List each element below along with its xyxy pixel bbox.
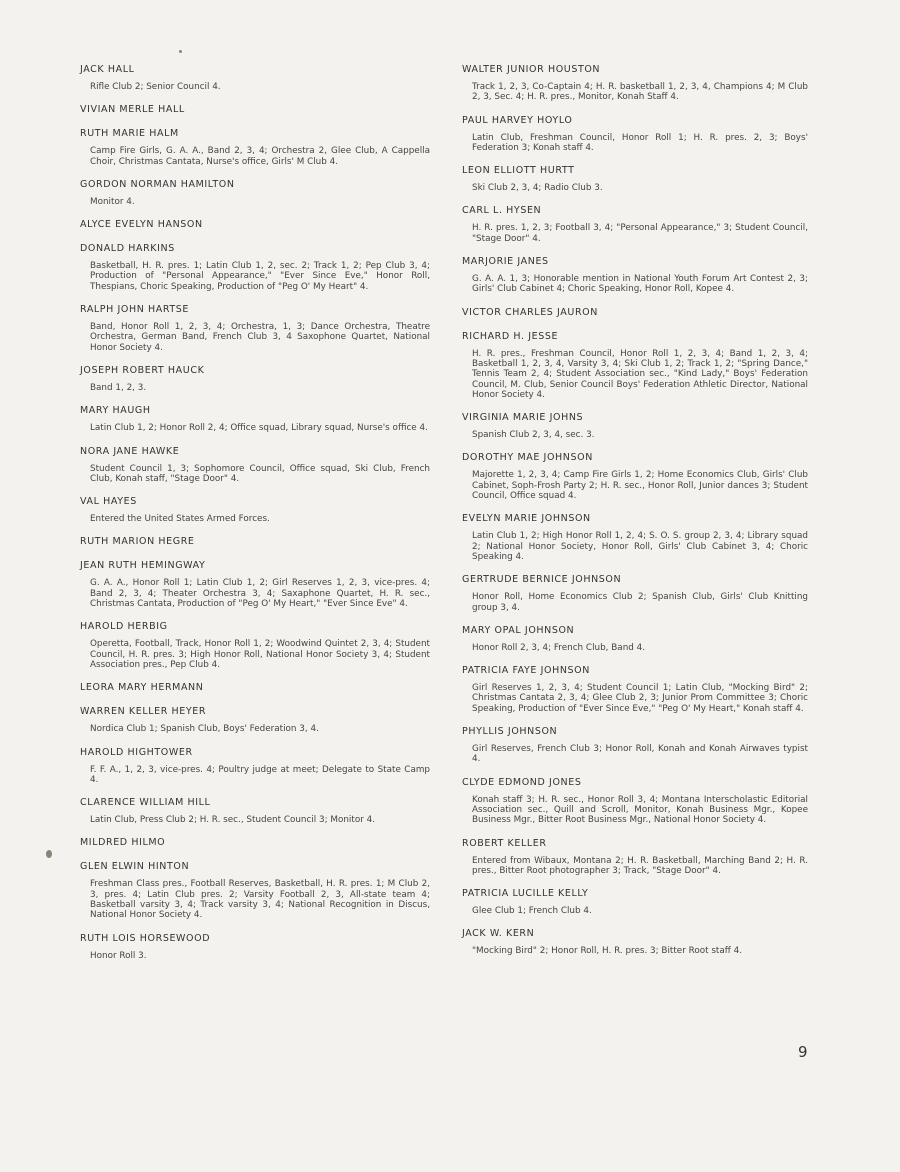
- student-name: VIRGINIA MARIE JOHNS: [462, 412, 584, 424]
- student-name: JEAN RUTH HEMINGWAY: [80, 560, 206, 572]
- student-name: VAL HAYES: [80, 496, 137, 508]
- student-entry: [462, 928, 808, 956]
- student-name: LEORA MARY HERMANN: [80, 682, 204, 694]
- student-activities: Entered the United States Armed Forces.: [90, 514, 270, 525]
- student-activities: Camp Fire Girls, G. A. A., Band 2, 3, 4; Orchestra 2, Glee Club, A Cappella Choir, Christmas Cantata, Nurse's office, Girls' M Club 4.: [90, 146, 430, 167]
- student-entry: [80, 797, 430, 825]
- student-name: PATRICIA LUCILLE KELLY: [462, 888, 589, 900]
- student-entry: [462, 625, 808, 653]
- student-name: HAROLD HIGHTOWER: [80, 746, 193, 758]
- student-activities: Honor Roll 3.: [90, 950, 147, 961]
- student-entry: [80, 747, 430, 786]
- student-name: LEON ELLIOTT HURTT: [462, 165, 575, 177]
- student-entry: [80, 560, 430, 609]
- student-name: CLYDE EDMOND JONES: [462, 776, 582, 788]
- student-entry: [80, 405, 430, 433]
- student-activities: Majorette 1, 2, 3, 4; Camp Fire Girls 1, 2; Home Economics Club, Girls' Club Cabinet, Soph-Frosh Party 2; H. R. sec., Honor Roll, Junior dances 3; Student Council, Office squad 4.: [472, 470, 808, 502]
- student-entry: [80, 496, 430, 524]
- student-activities: Track 1, 2, 3, Co-Captain 4; H. R. basketball 1, 2, 3, 4, Champions 4; M Club 2, 3, Sec. 4; H. R. pres., Monitor, Konah Staff 4.: [472, 82, 808, 103]
- student-activities: Latin Club 1, 2; Honor Roll 2, 4; Office squad, Library squad, Nurse's office 4.: [90, 423, 428, 434]
- student-entry: [80, 64, 430, 92]
- student-name: PHYLLIS JOHNSON: [462, 726, 558, 738]
- student-activities: Band 1, 2, 3.: [90, 382, 147, 393]
- student-activities: F. F. A., 1, 2, 3, vice-pres. 4; Poultry judge at meet; Delegate to State Camp 4.: [90, 764, 430, 785]
- student-entry: [80, 243, 430, 292]
- student-name: DONALD HARKINS: [80, 243, 175, 255]
- student-activities: H. R. pres., Freshman Council, Honor Roll 1, 2, 3, 4; Band 1, 2, 3, 4; Basketball 1, 2, 3, 4, Varsity 3, 4; Ski Club 1, 2; Track 1, 2; "Spring Dance," Tennis Team 2, 4; Student Association sec., "Kind Lady," Boys' Federation Council, M. Club, Senior Council Boys' Federation Athletic Director, National Honor Society 4.: [472, 348, 808, 400]
- student-activities: Konah staff 3; H. R. sec., Honor Roll 3, 4; Montana Interscholastic Editorial Association sec., Quill and Scroll, Monitor, Konah Business Mgr., Kopee Business Mgr., Bitter Root Business Mgr., National Honor Society 4.: [472, 794, 808, 826]
- student-activities: Entered from Wibaux, Montana 2; H. R. Basketball, Marching Band 2; H. R. pres., Bitter Root photographer 3; Track, "Stage Door" 4.: [472, 855, 808, 876]
- student-name: NORA JANE HAWKE: [80, 445, 180, 457]
- student-entry: [462, 574, 808, 613]
- student-activities: Girl Reserves 1, 2, 3, 4; Student Council 1; Latin Club, "Mocking Bird" 2; Christmas Cantata 2, 3, 4; Glee Club 2, 3; Junior Prom Committee 3; Choric Speaking, Production of "Ever Since Eve," "Peg O' My Heart," Konah staff 4.: [472, 683, 808, 714]
- student-entry: [80, 219, 430, 231]
- student-entry: [462, 331, 808, 400]
- student-activities: G. A. A., Honor Roll 1; Latin Club 1, 2; Girl Reserves 1, 2, 3, vice-pres. 4; Band 2, 3, 4; Theater Orchestra 3, 4; Saxaphone Quartet, H. R. sec., Christmas Cantata, Production of "Peg O' My Heart," "Ever Since Eve" 4.: [90, 578, 430, 610]
- student-name: MARY OPAL JOHNSON: [462, 624, 575, 636]
- student-activities: Student Council 1, 3; Sophomore Council, Office squad, Ski Club, French Club, Konah staff, "Stage Door" 4.: [90, 463, 430, 484]
- student-name: ROBERT KELLER: [462, 837, 547, 849]
- student-activities: Monitor 4.: [90, 196, 135, 207]
- student-activities: Latin Club, Press Club 2; H. R. sec., Student Council 3; Monitor 4.: [90, 815, 376, 826]
- student-name: CLARENCE WILLIAM HILL: [80, 797, 211, 809]
- student-name: MILDRED HILMO: [80, 837, 166, 849]
- student-entry: [462, 726, 808, 765]
- student-name: DOROTHY MAE JOHNSON: [462, 452, 593, 464]
- student-name: EVELYN MARIE JOHNSON: [462, 513, 591, 525]
- student-entry: [80, 365, 430, 393]
- student-activities: Basketball, H. R. pres. 1; Latin Club 1, 2, sec. 2; Track 1, 2; Pep Club 3, 4; Production of "Personal Appearance," "Ever Since Eve," Honor Roll, Thespians, Choric Speaking, Production of "Peg O' My Heart" 4.: [90, 261, 430, 292]
- student-name: MARY HAUGH: [80, 405, 151, 417]
- student-entry: [462, 888, 808, 916]
- student-activities: Operetta, Football, Track, Honor Roll 1, 2; Woodwind Quintet 2, 3, 4; Student Council, H. R. pres. 3; High Honor Roll, National Honor Society 3, 4; Student Association pres., Pep Club 4.: [90, 639, 430, 670]
- student-name: PAUL HARVEY HOYLO: [462, 114, 573, 126]
- student-name: CARL L. HYSEN: [462, 205, 542, 217]
- student-entry: [462, 777, 808, 826]
- student-activities: H. R. pres. 1, 2, 3; Football 3, 4; "Personal Appearance," 3; Student Council, "Stage Door" 4.: [472, 223, 808, 244]
- student-entry: [80, 682, 430, 694]
- student-activities: Ski Club 2, 3, 4; Radio Club 3.: [472, 183, 603, 194]
- student-name: GERTRUDE BERNICE JOHNSON: [462, 574, 622, 586]
- student-activities: Latin Club 1, 2; High Honor Roll 1, 2, 4; S. O. S. group 2, 3, 4; Library squad 2; National Honor Society, Honor Roll, Girls' Club Cabinet 3, 4; Choric Speaking 4.: [472, 531, 808, 562]
- right-column: [462, 64, 808, 969]
- student-entry: [80, 536, 430, 548]
- student-activities: Band, Honor Roll 1, 2, 3, 4; Orchestra, 1, 3; Dance Orchestra, Theatre Orchestra, German Band, French Club 3, 4 Saxophone Quartet, National Honor Society 4.: [90, 322, 430, 353]
- student-entry: [80, 837, 430, 849]
- student-entry: [80, 706, 430, 734]
- student-name: PATRICIA FAYE JOHNSON: [462, 665, 590, 677]
- student-entry: [80, 304, 430, 353]
- student-name: JACK W. KERN: [462, 928, 535, 940]
- student-entry: [462, 165, 808, 193]
- student-name: RUTH MARIE HALM: [80, 128, 179, 140]
- student-entry: [80, 128, 430, 167]
- student-entry: [462, 412, 808, 440]
- student-entry: [80, 179, 430, 207]
- student-name: VIVIAN MERLE HALL: [80, 104, 185, 116]
- left-column: [80, 64, 430, 973]
- student-name: VICTOR CHARLES JAURON: [462, 306, 598, 318]
- student-entry: [462, 513, 808, 562]
- student-entry: [462, 256, 808, 295]
- student-activities: Glee Club 1; French Club 4.: [472, 906, 592, 917]
- student-activities: Latin Club, Freshman Council, Honor Roll 1; H. R. pres. 2, 3; Boys' Federation 3; Konah staff 4.: [472, 132, 808, 153]
- print-speck: [46, 850, 52, 858]
- student-entry: [462, 838, 808, 877]
- student-name: HAROLD HERBIG: [80, 621, 168, 633]
- student-activities: Girl Reserves, French Club 3; Honor Roll, Konah and Konah Airwaves typist 4.: [472, 744, 808, 765]
- student-name: WALTER JUNIOR HOUSTON: [462, 64, 601, 75]
- student-activities: "Mocking Bird" 2; Honor Roll, H. R. pres. 3; Bitter Root staff 4.: [472, 946, 743, 957]
- student-name: JOSEPH ROBERT HAUCK: [80, 364, 205, 376]
- student-name: RALPH JOHN HARTSE: [80, 304, 190, 316]
- page-number: 9: [798, 1043, 808, 1061]
- student-entry: [80, 861, 430, 920]
- student-name: RICHARD H. JESSE: [462, 330, 559, 342]
- student-entry: [462, 64, 808, 103]
- student-entry: [462, 115, 808, 154]
- student-entry: [462, 307, 808, 319]
- student-name: RUTH LOIS HORSEWOOD: [80, 932, 211, 944]
- student-entry: [462, 452, 808, 501]
- student-name: MARJORIE JANES: [462, 256, 549, 268]
- student-entry: [80, 104, 430, 116]
- student-entry: [462, 205, 808, 244]
- student-activities: Honor Roll 2, 3, 4; French Club, Band 4.: [472, 642, 646, 653]
- student-name: GORDON NORMAN HAMILTON: [80, 178, 235, 190]
- student-entry: [80, 621, 430, 670]
- student-entry: [80, 446, 430, 485]
- student-name: RUTH MARION HEGRE: [80, 536, 195, 548]
- student-name: ALYCE EVELYN HANSON: [80, 219, 203, 231]
- student-activities: G. A. A. 1, 3; Honorable mention in National Youth Forum Art Contest 2, 3; Girls' Club Cabinet 4; Choric Speaking, Honor Roll, Kopee 4.: [472, 274, 808, 295]
- student-activities: Freshman Class pres., Football Reserves, Basketball, H. R. pres. 1; M Club 2, 3, pres. 4; Latin Club pres. 2; Varsity Football 2, 3, All-state team 4; Basketball varsity 3, 4; Track varsity 3, 4; National Recognition in Discus, National Honor Society 4.: [90, 879, 430, 921]
- student-name: GLEN ELWIN HINTON: [80, 861, 190, 873]
- print-speck: [179, 50, 182, 53]
- student-entry: [80, 933, 430, 961]
- student-activities: Honor Roll, Home Economics Club 2; Spanish Club, Girls' Club Knitting group 3, 4.: [472, 592, 808, 613]
- student-name: WARREN KELLER HEYER: [80, 706, 207, 718]
- student-entry: [462, 665, 808, 714]
- student-activities: Rifle Club 2; Senior Council 4.: [90, 82, 221, 92]
- student-activities: Nordica Club 1; Spanish Club, Boys' Federation 3, 4.: [90, 724, 319, 735]
- student-activities: Spanish Club 2, 3, 4, sec. 3.: [472, 430, 595, 441]
- student-name: JACK HALL: [80, 64, 135, 75]
